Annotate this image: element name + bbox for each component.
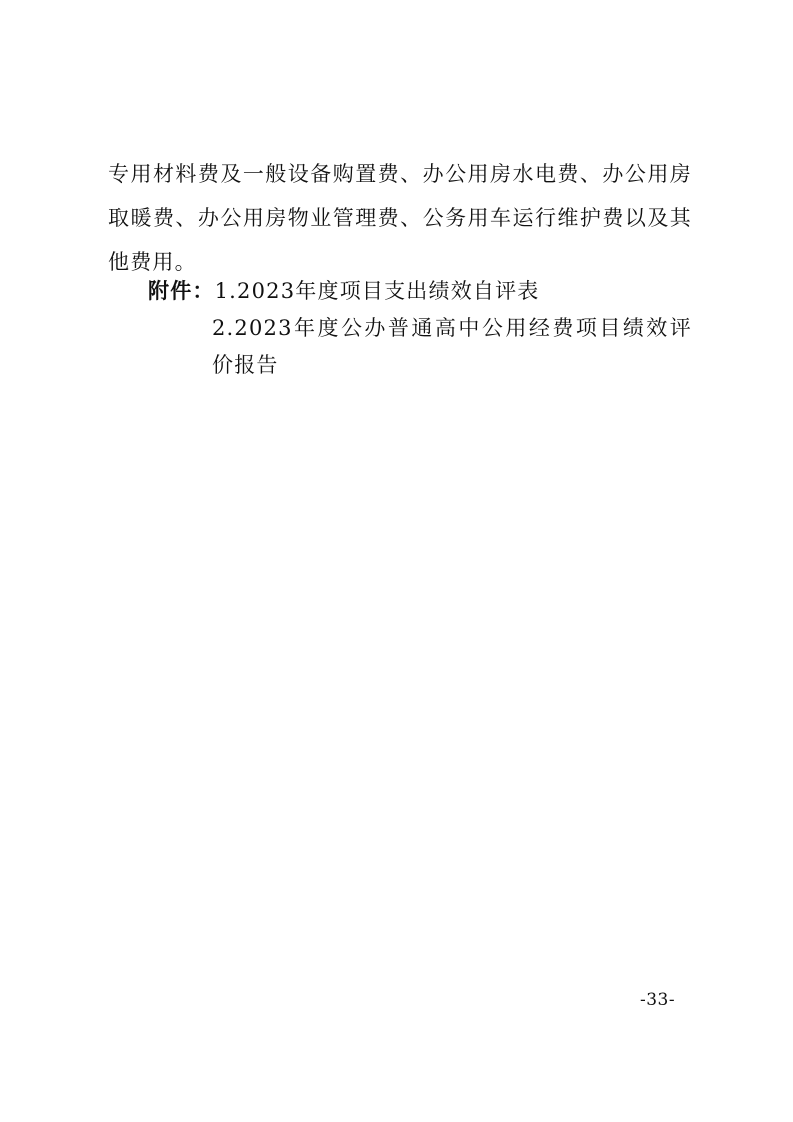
body-paragraph: 专用材料费及一般设备购置费、办公用房水电费、办公用房取暖费、办公用房物业管理费、公务用车运行维护费以及其他费用。 (108, 162, 692, 274)
attachment-item-2: 2.2023年度公办普通高中公用经费项目绩效评价报告 (212, 316, 692, 377)
attachments-section (108, 273, 692, 384)
attachment-item-1: 1.2023年度项目支出绩效自评表 (214, 279, 540, 303)
attachment-line-1 (108, 273, 692, 310)
page-number: -33- (640, 990, 676, 1010)
attachments-label: 附件： (148, 279, 215, 303)
